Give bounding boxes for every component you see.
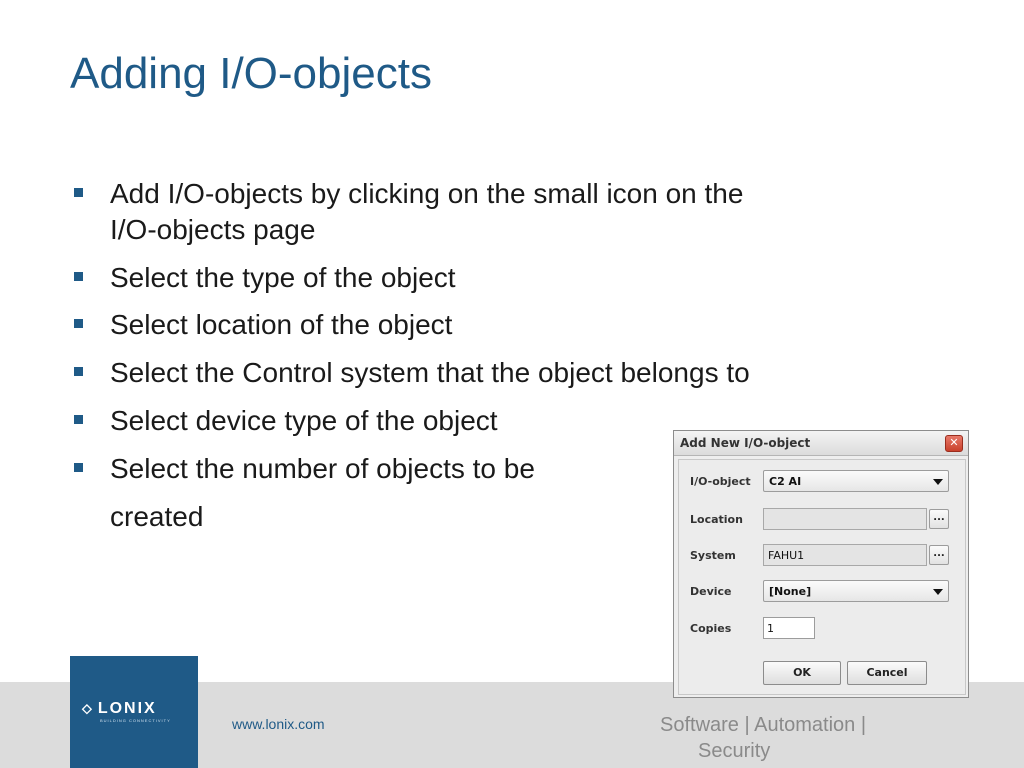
bullet-text: Select location of the object xyxy=(110,309,453,341)
dialog-button-row xyxy=(679,661,965,687)
system-value: FAHU1 xyxy=(768,549,805,562)
bullet-item xyxy=(74,307,914,343)
copies-input[interactable] xyxy=(763,617,815,639)
cancel-button[interactable]: Cancel xyxy=(847,661,927,685)
bullet-square-icon xyxy=(74,463,83,472)
bullet-square-icon xyxy=(74,188,83,197)
bullet-item xyxy=(74,260,914,296)
system-browse-button[interactable]: ... xyxy=(929,545,949,565)
dialog-titlebar[interactable] xyxy=(674,431,968,456)
ok-button[interactable]: OK xyxy=(763,661,841,685)
logo-wordmark xyxy=(82,700,157,718)
dropdown-arrow-icon xyxy=(933,479,943,485)
dialog-title: Add New I/O-object xyxy=(680,436,811,450)
bullet-square-icon xyxy=(74,367,83,376)
tagline-line-1: Software | Automation | xyxy=(660,714,867,736)
bullet-item xyxy=(74,176,914,248)
location-row xyxy=(679,508,965,534)
close-icon[interactable]: ✕ xyxy=(945,435,963,452)
device-label: Device xyxy=(690,585,732,598)
system-label: System xyxy=(690,549,736,562)
dialog-body xyxy=(678,459,966,695)
io-object-select[interactable] xyxy=(763,470,949,492)
location-field[interactable] xyxy=(763,508,927,530)
device-value: [None] xyxy=(769,585,812,598)
bullet-text: Select the Control system that the object belongs to xyxy=(110,357,750,389)
bullet-text: Select the type of the object xyxy=(110,261,456,293)
logo-subtext: BUILDING CONNECTIVITY xyxy=(100,718,171,723)
add-io-object-dialog xyxy=(673,430,969,698)
copies-label: Copies xyxy=(690,622,732,635)
slide-title: Adding I/O-objects xyxy=(70,49,432,98)
io-object-value: C2 AI xyxy=(769,475,802,488)
system-field[interactable] xyxy=(763,544,927,566)
copies-row xyxy=(679,617,965,643)
io-object-row xyxy=(679,470,965,496)
logo-text: LONIX xyxy=(97,700,157,717)
logo-arrow-icon: ⬦ xyxy=(82,700,94,716)
bullet-text-continuation: created xyxy=(110,500,204,532)
dropdown-arrow-icon xyxy=(933,589,943,595)
device-select[interactable] xyxy=(763,580,949,602)
bullet-item xyxy=(74,355,914,391)
bullet-square-icon xyxy=(74,272,83,281)
bullet-square-icon xyxy=(74,415,83,424)
device-row xyxy=(679,580,965,606)
location-label: Location xyxy=(690,513,743,526)
lonix-logo xyxy=(70,656,198,768)
system-row xyxy=(679,544,965,570)
tagline-line-2: Security xyxy=(698,740,771,762)
copies-value: 1 xyxy=(767,622,774,635)
bullet-text-continuation: I/O-objects page xyxy=(110,213,316,245)
io-object-label: I/O-object xyxy=(690,475,751,488)
bullet-square-icon xyxy=(74,319,83,328)
bullet-text: Add I/O-objects by clicking on the small icon on the xyxy=(110,178,744,209)
footer-tagline xyxy=(660,712,920,764)
bullet-text: Select the number of objects to be xyxy=(110,452,535,484)
footer-url[interactable]: www.lonix.com xyxy=(232,716,325,732)
location-browse-button[interactable]: ... xyxy=(929,509,949,529)
bullet-text: Select device type of the object xyxy=(110,405,498,437)
